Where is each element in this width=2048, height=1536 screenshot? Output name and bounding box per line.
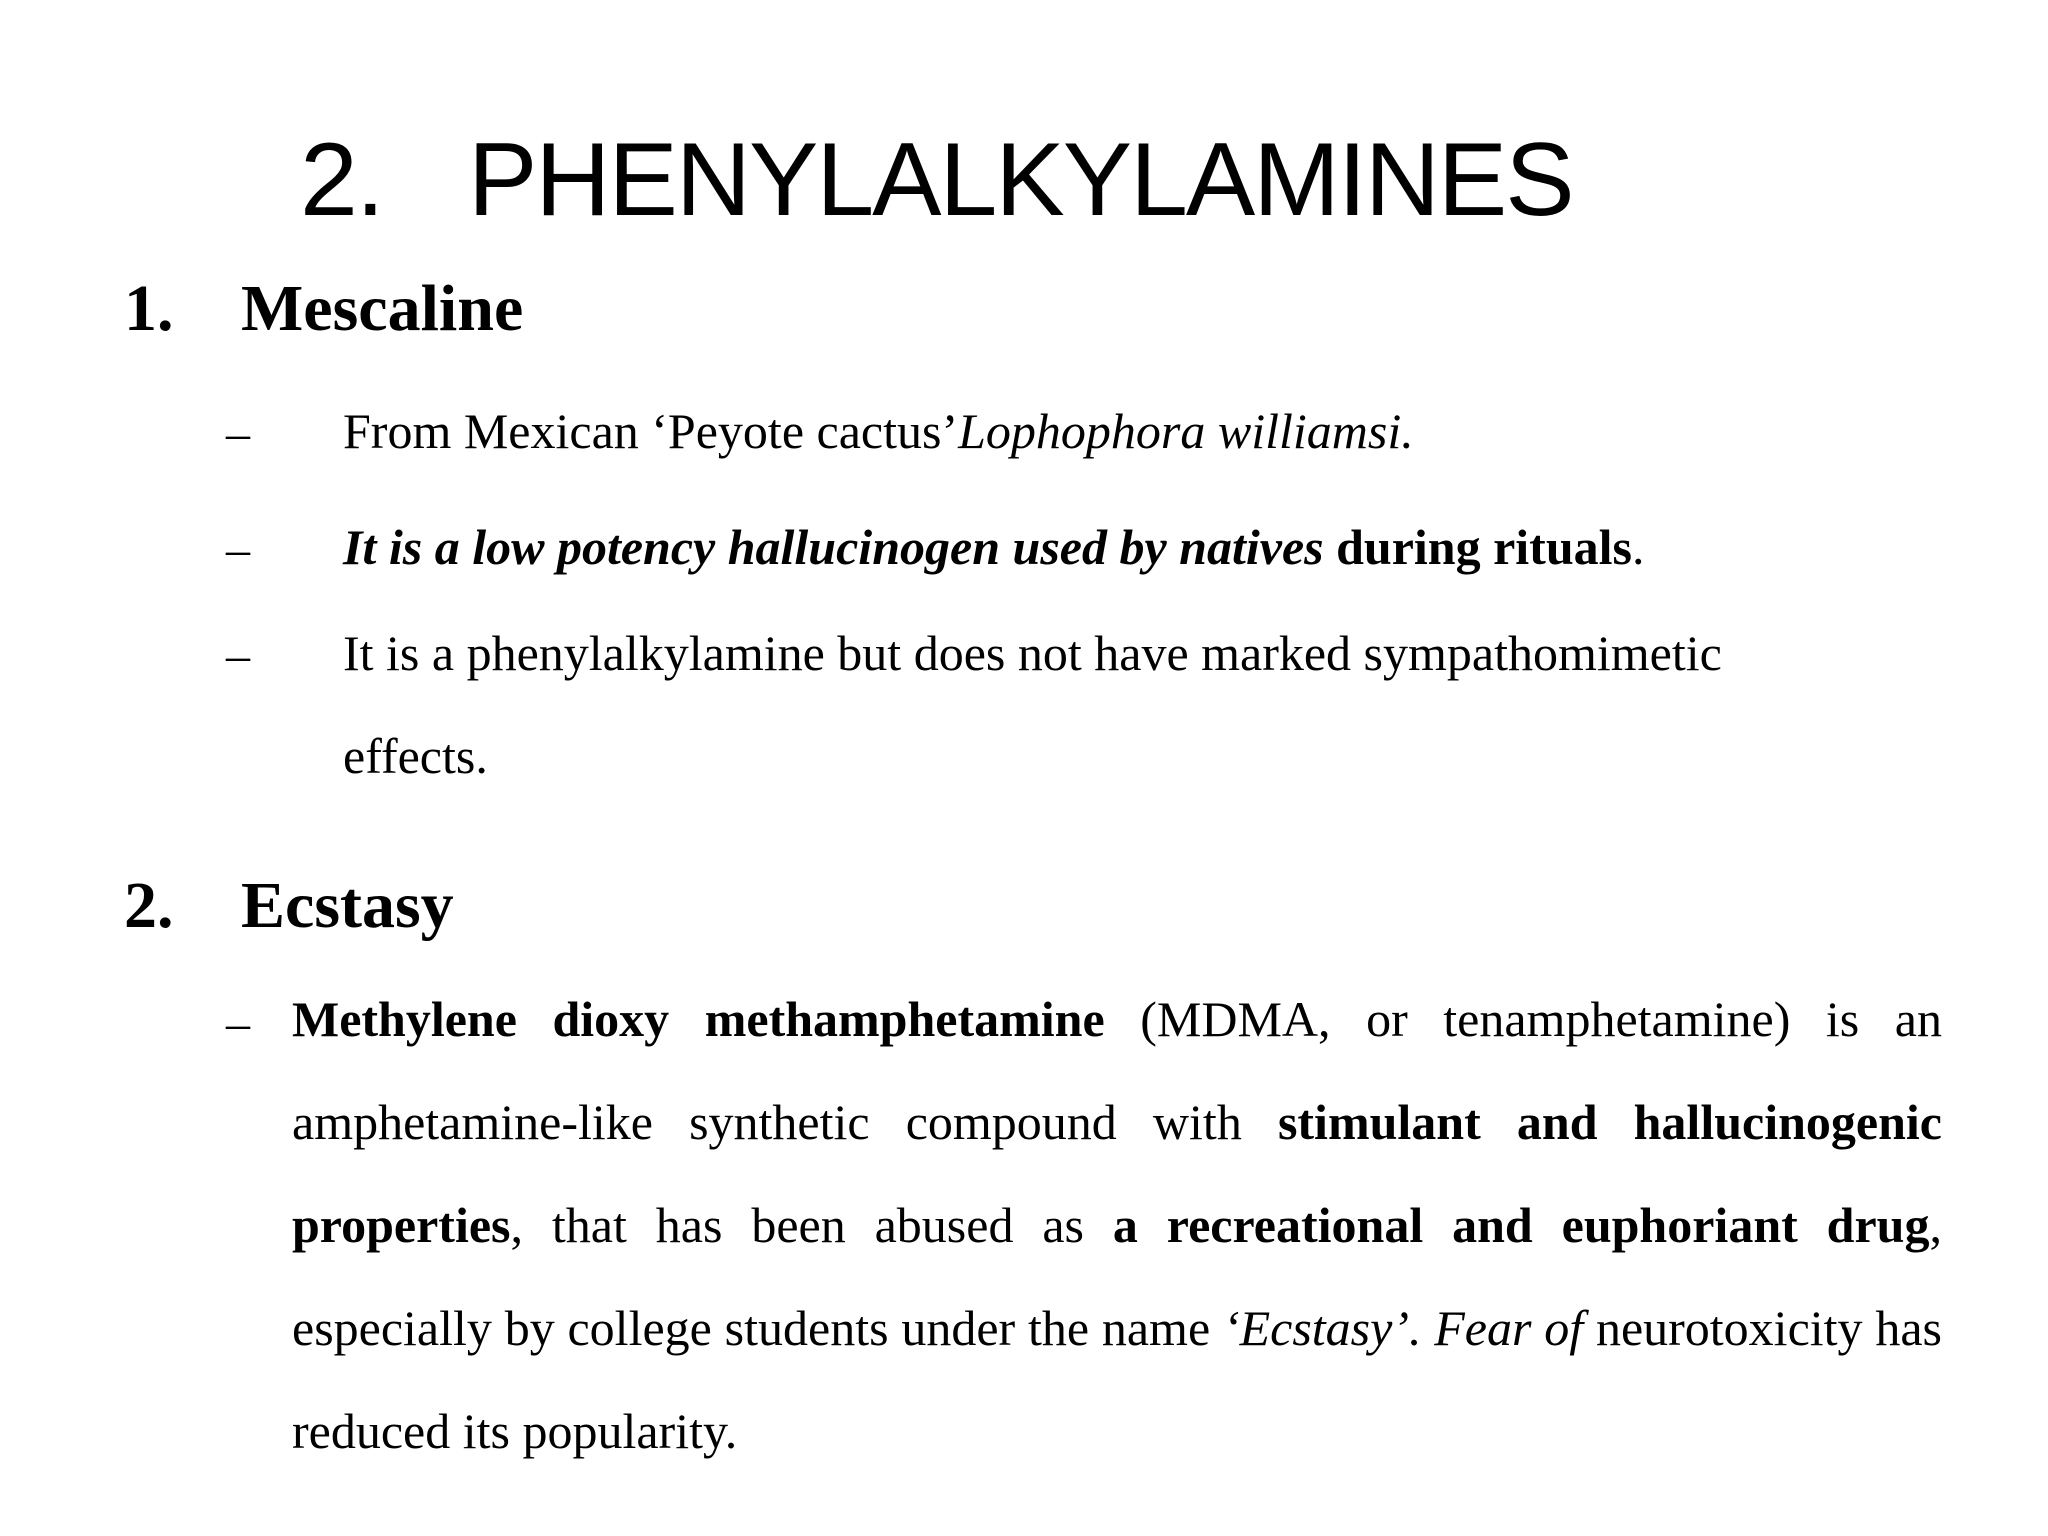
paragraph <box>292 968 1942 1483</box>
item-species: Lophophora williamsi. <box>958 403 1414 459</box>
list-item <box>343 602 1722 808</box>
section-heading <box>124 272 524 345</box>
para-italic: ‘Ecstasy’. Fear of <box>1222 1300 1584 1356</box>
para-text: neurotoxicity has reduced its popularity. <box>292 1300 1942 1459</box>
bullet-dash: – <box>226 997 250 1050</box>
section-title: Ecstasy <box>241 869 454 942</box>
slide-title <box>300 122 1573 238</box>
section-number: 1. <box>124 272 174 345</box>
para-text: , especially by college students under the name <box>292 1197 1942 1356</box>
section-heading <box>124 869 454 942</box>
para-text: , that has been abused as <box>510 1197 1113 1253</box>
para-bold: stimulant and hallucinogenic properties <box>292 1094 1942 1253</box>
item-bold: during rituals <box>1323 519 1632 575</box>
item-text: From Mexican ‘Peyote cactus’ <box>343 403 959 459</box>
section-number: 2. <box>124 869 174 942</box>
item-text-continued: effects. <box>343 728 488 784</box>
para-bold: Methylene dioxy methamphetamine <box>292 991 1105 1047</box>
section-title: Mescaline <box>241 272 524 345</box>
item-emphasis: It is a low potency hallucinogen used by natives <box>343 519 1324 575</box>
slide-title-text: PHENYLALKYLAMINES <box>468 122 1573 238</box>
bullet-dash: – <box>226 523 250 576</box>
list-item <box>343 380 1414 483</box>
para-text: (MDMA, or tenamphetamine) is an amphetamine-like synthetic compound with <box>292 991 1943 1150</box>
slide-title-number: 2. <box>300 122 383 238</box>
item-text: It is a phenylalkylamine but does not have marked sympathomimetic <box>343 625 1722 681</box>
item-period: . <box>1632 519 1645 575</box>
bullet-dash: – <box>226 407 250 460</box>
para-bold: a recreational and euphoriant drug <box>1112 1197 1930 1253</box>
bullet-dash: – <box>226 629 250 682</box>
list-item <box>343 496 1645 599</box>
